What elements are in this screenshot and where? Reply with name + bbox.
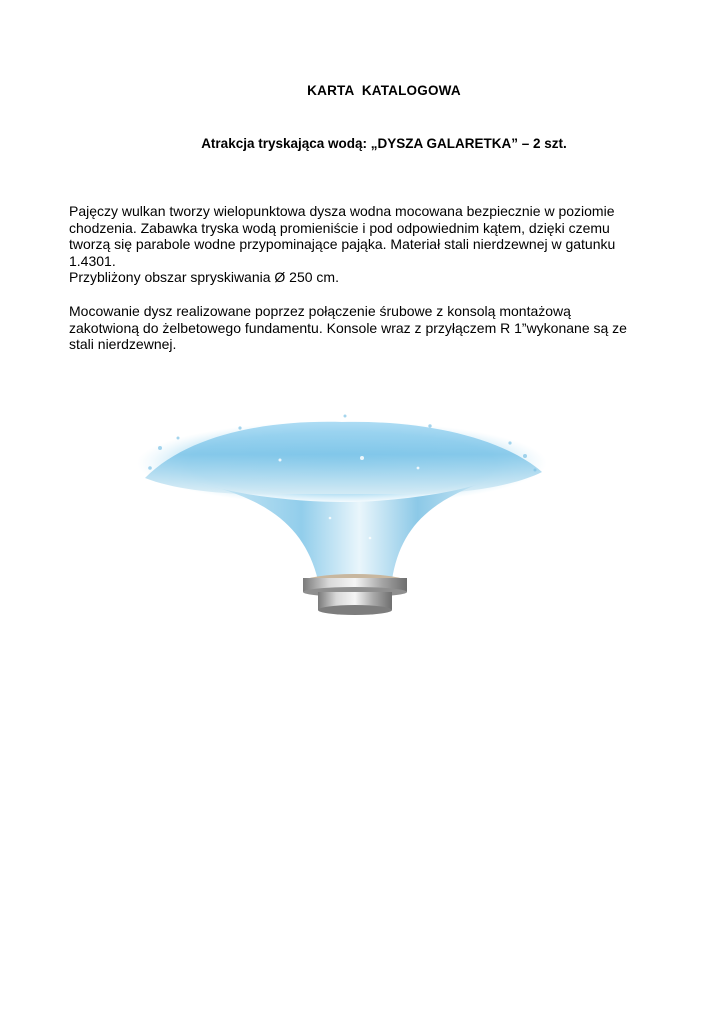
description-line: chodzenia. Zabawka tryska wodą promieniście i pod odpowiednim kątem, dzięki czemu — [69, 219, 610, 236]
description-paragraph — [69, 203, 669, 286]
mounting-line: zakotwioną do żelbetowego fundamentu. Konsole wraz z przyłączem R 1”wykonane są ze — [69, 319, 627, 336]
water-fountain-nozzle-icon — [130, 408, 550, 618]
mounting-paragraph — [69, 303, 669, 353]
description-line: Pajęczy wulkan tworzy wielopunktowa dysza wodna mocowana bezpiecznie w poziomie — [69, 203, 615, 219]
page-title: KARTA KATALOGOWA — [307, 83, 461, 98]
fountain-image — [130, 408, 550, 618]
mounting-line: stali nierdzewnej. — [69, 336, 177, 353]
spray-area-line: Przybliżony obszar spryskiwania Ø 250 cm. — [69, 269, 339, 286]
description-line: 1.4301. — [69, 252, 116, 269]
product-subtitle: Atrakcja tryskająca wodą: „DYSZA GALARETKA” – 2 szt. — [201, 136, 567, 151]
mounting-line: Mocowanie dysz realizowane poprzez połączenie śrubowe z konsolą montażową — [69, 303, 571, 319]
description-line: tworzą się parabole wodne przypominające pająka. Materiał stali nierdzewnej w gatunku — [69, 236, 616, 253]
